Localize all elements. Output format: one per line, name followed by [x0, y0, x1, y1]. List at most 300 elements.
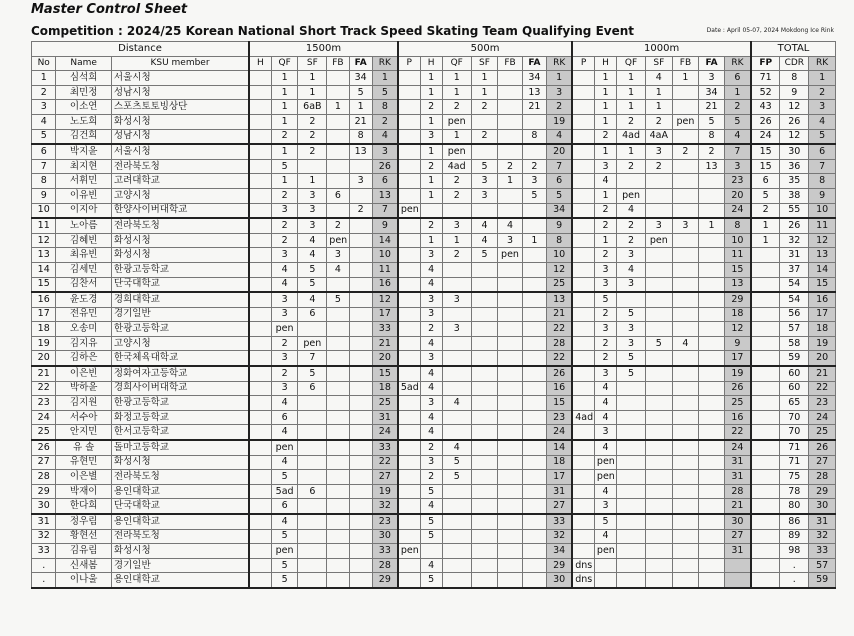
- cell-1500-qf: 1: [271, 71, 298, 86]
- cell-ksu: 단국대학교: [111, 499, 249, 514]
- cell-1000-fa: [699, 262, 725, 277]
- cell-500-sf: 1: [471, 85, 498, 100]
- cell-500-sf: 4: [471, 233, 498, 248]
- cell-1000-h: 4: [594, 484, 616, 499]
- cell-1000-sf: 4aA: [645, 129, 672, 144]
- cell-1500-fb: 4: [327, 262, 349, 277]
- cell-500-rk: 13: [547, 292, 573, 307]
- cell-1500-sf: pen: [298, 336, 327, 351]
- cell-1500-sf: [298, 455, 327, 470]
- cell-1500-fb: [327, 529, 349, 544]
- cell-500-p: [398, 292, 420, 307]
- table-row: [32, 174, 836, 189]
- cell-1000-sf: [645, 262, 672, 277]
- cell-1000-sf: [645, 410, 672, 425]
- cell-1500-rk: 16: [372, 277, 398, 292]
- cell-no: .: [32, 573, 56, 588]
- cell-1500-rk: 31: [372, 410, 398, 425]
- col-1000-fa: FA: [699, 56, 725, 71]
- cell-total-fp: 6: [751, 174, 780, 189]
- cell-1500-h: [249, 188, 271, 203]
- cell-total-cdr: .: [780, 573, 809, 588]
- cell-1000-sf: 3: [645, 144, 672, 159]
- cell-500-fb: [498, 277, 522, 292]
- cell-total-rk: 22: [809, 381, 836, 396]
- cell-500-qf: [442, 573, 471, 588]
- cell-1500-qf: 4: [271, 455, 298, 470]
- cell-500-fa: [522, 114, 546, 129]
- cell-1500-fb: 5: [327, 292, 349, 307]
- cell-500-qf: 4: [442, 396, 471, 411]
- cell-1000-p: [572, 499, 594, 514]
- cell-1000-h: pen: [594, 470, 616, 485]
- cell-no: 1: [32, 71, 56, 86]
- cell-name: 이유빈: [56, 188, 112, 203]
- cell-total-fp: [751, 248, 780, 263]
- cell-500-h: 2: [420, 322, 442, 337]
- table-row: [32, 144, 836, 159]
- cell-name: 이나울: [56, 573, 112, 588]
- cell-500-h: 4: [420, 381, 442, 396]
- cell-1500-fb: [327, 277, 349, 292]
- cell-1000-rk: 19: [724, 366, 751, 381]
- cell-1000-h: 2: [594, 336, 616, 351]
- cell-1500-sf: 5: [298, 277, 327, 292]
- cell-500-qf: [442, 262, 471, 277]
- cell-no: 15: [32, 277, 56, 292]
- cell-500-fb: [498, 573, 522, 588]
- table-row: [32, 100, 836, 115]
- cell-500-p: [398, 455, 420, 470]
- cell-500-qf: [442, 425, 471, 440]
- cell-1000-fa: [699, 322, 725, 337]
- cell-500-p: [398, 114, 420, 129]
- table-row: [32, 514, 836, 529]
- cell-500-h: 1: [420, 144, 442, 159]
- cell-1000-p: [572, 129, 594, 144]
- cell-1500-rk: 26: [372, 159, 398, 174]
- cell-500-rk: 17: [547, 470, 573, 485]
- cell-name: 이소연: [56, 100, 112, 115]
- table-row: [32, 499, 836, 514]
- cell-500-fa: [522, 499, 546, 514]
- cell-1500-rk: 22: [372, 455, 398, 470]
- cell-1500-rk: 14: [372, 233, 398, 248]
- cell-name: 노아름: [56, 218, 112, 233]
- cell-total-cdr: 71: [780, 440, 809, 455]
- table-row: [32, 322, 836, 337]
- cell-1500-sf: 2: [298, 114, 327, 129]
- cell-1000-sf: [645, 351, 672, 366]
- cell-500-qf: 3: [442, 292, 471, 307]
- cell-1500-qf: 3: [271, 203, 298, 218]
- cell-1000-fa: [699, 425, 725, 440]
- cell-500-rk: 18: [547, 455, 573, 470]
- cell-1000-qf: [617, 529, 646, 544]
- col-name: Name: [56, 56, 112, 71]
- cell-1500-qf: 3: [271, 307, 298, 322]
- cell-1000-p: [572, 322, 594, 337]
- table-row: [32, 440, 836, 455]
- cell-1500-h: [249, 455, 271, 470]
- cell-no: 11: [32, 218, 56, 233]
- table-row: [32, 455, 836, 470]
- cell-500-p: [398, 514, 420, 529]
- cell-500-sf: [471, 336, 498, 351]
- cell-1000-h: 2: [594, 307, 616, 322]
- cell-500-rk: 1: [547, 71, 573, 86]
- cell-name: 한다희: [56, 499, 112, 514]
- cell-1500-sf: [298, 544, 327, 559]
- cell-500-h: 4: [420, 425, 442, 440]
- cell-1000-fb: 3: [672, 218, 699, 233]
- cell-no: 22: [32, 381, 56, 396]
- cell-1500-rk: 11: [372, 262, 398, 277]
- cell-1500-rk: 18: [372, 381, 398, 396]
- cell-1500-qf: 5: [271, 529, 298, 544]
- cell-500-sf: 5: [471, 159, 498, 174]
- col-1000-p: P: [572, 56, 594, 71]
- cell-1000-rk: 11: [724, 248, 751, 263]
- cell-1000-fb: [672, 174, 699, 189]
- cell-1500-qf: pen: [271, 544, 298, 559]
- cell-1000-p: [572, 144, 594, 159]
- cell-1500-fb: [327, 203, 349, 218]
- cell-ksu: 경기일반: [111, 558, 249, 573]
- cell-1000-qf: 2: [617, 233, 646, 248]
- cell-500-fb: [498, 366, 522, 381]
- cell-1000-sf: [645, 573, 672, 588]
- cell-1000-qf: 2: [617, 159, 646, 174]
- cell-total-cdr: 86: [780, 514, 809, 529]
- cell-1000-h: 5: [594, 514, 616, 529]
- cell-ksu: 용인대학교: [111, 514, 249, 529]
- table-row: [32, 396, 836, 411]
- cell-1500-fa: [349, 307, 372, 322]
- cell-1500-fa: [349, 292, 372, 307]
- cell-total-fp: [751, 410, 780, 425]
- cell-1500-qf: 3: [271, 292, 298, 307]
- cell-500-qf: 2: [442, 100, 471, 115]
- col-1500-qf: QF: [271, 56, 298, 71]
- cell-no: 4: [32, 114, 56, 129]
- cell-total-rk: 30: [809, 499, 836, 514]
- cell-500-qf: [442, 351, 471, 366]
- cell-name: 박하윤: [56, 381, 112, 396]
- cell-500-qf: [442, 558, 471, 573]
- cell-total-rk: 57: [809, 558, 836, 573]
- col-1000-rk: RK: [724, 56, 751, 71]
- cell-1000-p: [572, 336, 594, 351]
- cell-500-fb: 4: [498, 218, 522, 233]
- cell-1500-fb: [327, 544, 349, 559]
- cell-1000-fb: [672, 277, 699, 292]
- cell-500-fb: [498, 307, 522, 322]
- cell-500-sf: [471, 425, 498, 440]
- cell-1000-p: [572, 470, 594, 485]
- cell-1000-sf: 5: [645, 336, 672, 351]
- cell-500-fb: [498, 129, 522, 144]
- cell-1500-sf: 1: [298, 71, 327, 86]
- cell-1500-h: [249, 71, 271, 86]
- cell-500-fa: [522, 292, 546, 307]
- cell-1500-fb: [327, 71, 349, 86]
- cell-1000-fa: [699, 336, 725, 351]
- cell-500-qf: [442, 381, 471, 396]
- cell-1000-rk: 24: [724, 203, 751, 218]
- cell-ksu: 서울시청: [111, 144, 249, 159]
- cell-1500-h: [249, 159, 271, 174]
- cell-1500-fa: [349, 351, 372, 366]
- cell-1500-h: [249, 114, 271, 129]
- cell-500-qf: 2: [442, 188, 471, 203]
- cell-1000-fa: [699, 233, 725, 248]
- cell-500-rk: 27: [547, 499, 573, 514]
- cell-1000-qf: 3: [617, 277, 646, 292]
- cell-total-cdr: 54: [780, 292, 809, 307]
- cell-1500-qf: 2: [271, 336, 298, 351]
- table-row: [32, 351, 836, 366]
- cell-500-h: 2: [420, 218, 442, 233]
- cell-500-qf: 1: [442, 129, 471, 144]
- cell-500-qf: 2: [442, 174, 471, 189]
- cell-1500-fb: 3: [327, 248, 349, 263]
- cell-1500-sf: 4: [298, 248, 327, 263]
- cell-1000-p: [572, 100, 594, 115]
- cell-500-h: 4: [420, 558, 442, 573]
- cell-ksu: 한광고등학교: [111, 322, 249, 337]
- cell-1500-rk: 29: [372, 573, 398, 588]
- cell-1000-h: pen: [594, 544, 616, 559]
- cell-ksu: 전라북도청: [111, 218, 249, 233]
- cell-500-sf: [471, 499, 498, 514]
- cell-500-p: [398, 322, 420, 337]
- cell-1500-fb: [327, 558, 349, 573]
- cell-1000-fb: [672, 455, 699, 470]
- cell-total-fp: [751, 322, 780, 337]
- cell-1000-h: 4: [594, 529, 616, 544]
- cell-name: 전유민: [56, 307, 112, 322]
- cell-total-fp: [751, 544, 780, 559]
- cell-no: 12: [32, 233, 56, 248]
- cell-1500-qf: 5: [271, 159, 298, 174]
- cell-1000-h: pen: [594, 455, 616, 470]
- cell-500-h: 3: [420, 396, 442, 411]
- cell-1500-sf: [298, 396, 327, 411]
- cell-500-sf: [471, 292, 498, 307]
- cell-1500-h: [249, 248, 271, 263]
- cell-1500-h: [249, 307, 271, 322]
- cell-1500-rk: 33: [372, 440, 398, 455]
- cell-500-fb: [498, 114, 522, 129]
- cell-1000-sf: [645, 188, 672, 203]
- cell-1000-h: 1: [594, 71, 616, 86]
- cell-1000-fa: 8: [699, 129, 725, 144]
- cell-ksu: 고양시청: [111, 188, 249, 203]
- cell-500-fa: [522, 558, 546, 573]
- cell-1000-h: [594, 558, 616, 573]
- cell-total-fp: [751, 440, 780, 455]
- table-row: [32, 573, 836, 588]
- results-table: [31, 41, 836, 589]
- cell-500-fa: [522, 470, 546, 485]
- cell-total-fp: [751, 396, 780, 411]
- col-500-fb: FB: [498, 56, 522, 71]
- cell-1000-rk: 24: [724, 440, 751, 455]
- cell-name: 정우림: [56, 514, 112, 529]
- cell-no: 16: [32, 292, 56, 307]
- cell-1500-rk: 23: [372, 514, 398, 529]
- cell-no: .: [32, 558, 56, 573]
- cell-1500-fa: 34: [349, 71, 372, 86]
- cell-total-rk: 14: [809, 262, 836, 277]
- cell-1000-h: 1: [594, 144, 616, 159]
- cell-1000-fb: [672, 410, 699, 425]
- cell-ksu: 고양시청: [111, 336, 249, 351]
- cell-500-sf: 2: [471, 129, 498, 144]
- cell-1000-fb: [672, 381, 699, 396]
- cell-total-cdr: .: [780, 558, 809, 573]
- cell-1500-qf: pen: [271, 322, 298, 337]
- cell-name: 최지현: [56, 159, 112, 174]
- cell-500-h: 4: [420, 499, 442, 514]
- cell-total-rk: 21: [809, 366, 836, 381]
- cell-ksu: 전라북도청: [111, 159, 249, 174]
- cell-1000-sf: [645, 425, 672, 440]
- cell-total-fp: 1: [751, 218, 780, 233]
- cell-1000-fb: [672, 396, 699, 411]
- cell-500-rk: 22: [547, 351, 573, 366]
- cell-1500-sf: 3: [298, 218, 327, 233]
- cell-500-fb: [498, 410, 522, 425]
- cell-1500-rk: 27: [372, 470, 398, 485]
- cell-500-p: [398, 85, 420, 100]
- cell-ksu: 성남시청: [111, 85, 249, 100]
- cell-500-rk: 23: [547, 410, 573, 425]
- cell-no: 6: [32, 144, 56, 159]
- cell-1500-fa: [349, 573, 372, 588]
- cell-1000-qf: [617, 514, 646, 529]
- cell-no: 31: [32, 514, 56, 529]
- cell-name: 김혜빈: [56, 233, 112, 248]
- cell-1500-h: [249, 514, 271, 529]
- cell-500-p: [398, 366, 420, 381]
- cell-500-rk: 21: [547, 307, 573, 322]
- cell-1500-fa: 1: [349, 100, 372, 115]
- cell-total-fp: [751, 366, 780, 381]
- cell-total-fp: [751, 425, 780, 440]
- cell-1000-h: 4: [594, 381, 616, 396]
- cell-500-fb: [498, 440, 522, 455]
- cell-total-cdr: 58: [780, 336, 809, 351]
- cell-1000-p: [572, 203, 594, 218]
- cell-1000-sf: [645, 203, 672, 218]
- cell-500-h: 1: [420, 85, 442, 100]
- cell-500-sf: [471, 203, 498, 218]
- header-500m: 500m: [398, 42, 572, 57]
- cell-1500-h: [249, 351, 271, 366]
- cell-1500-sf: 6: [298, 307, 327, 322]
- cell-1000-h: 3: [594, 262, 616, 277]
- cell-1500-rk: 28: [372, 558, 398, 573]
- cell-total-rk: 32: [809, 529, 836, 544]
- cell-name: 박지윤: [56, 144, 112, 159]
- cell-500-h: 1: [420, 233, 442, 248]
- cell-1500-sf: [298, 514, 327, 529]
- cell-500-rk: 4: [547, 129, 573, 144]
- cell-1000-h: 1: [594, 85, 616, 100]
- cell-1500-fb: [327, 514, 349, 529]
- cell-500-qf: pen: [442, 114, 471, 129]
- cell-1500-rk: 15: [372, 366, 398, 381]
- cell-500-fa: [522, 351, 546, 366]
- col-total-fp: FP: [751, 56, 780, 71]
- col-500-sf: SF: [471, 56, 498, 71]
- cell-1000-fb: [672, 499, 699, 514]
- cell-total-cdr: 8: [780, 71, 809, 86]
- cell-500-fa: 34: [522, 71, 546, 86]
- cell-1500-qf: 1: [271, 100, 298, 115]
- cell-1500-rk: 2: [372, 114, 398, 129]
- cell-1000-qf: [617, 440, 646, 455]
- cell-ksu: 고려대학교: [111, 174, 249, 189]
- cell-1000-qf: 2: [617, 218, 646, 233]
- cell-total-fp: [751, 499, 780, 514]
- cell-name: 김지유: [56, 336, 112, 351]
- cell-total-fp: 15: [751, 144, 780, 159]
- cell-500-p: [398, 159, 420, 174]
- cell-500-p: [398, 410, 420, 425]
- cell-1000-sf: [645, 529, 672, 544]
- col-1000-fb: FB: [672, 56, 699, 71]
- cell-500-qf: [442, 529, 471, 544]
- cell-500-fa: [522, 144, 546, 159]
- cell-1000-fb: [672, 322, 699, 337]
- cell-1500-qf: 2: [271, 188, 298, 203]
- cell-500-h: 5: [420, 529, 442, 544]
- cell-1500-fa: [349, 455, 372, 470]
- cell-total-cdr: 70: [780, 410, 809, 425]
- cell-1500-fa: 21: [349, 114, 372, 129]
- cell-total-cdr: 56: [780, 307, 809, 322]
- cell-total-cdr: 9: [780, 85, 809, 100]
- cell-500-p: [398, 277, 420, 292]
- cell-1000-rk: 23: [724, 174, 751, 189]
- cell-1000-p: [572, 277, 594, 292]
- cell-no: 19: [32, 336, 56, 351]
- header-1000m: 1000m: [572, 42, 751, 57]
- cell-500-fa: [522, 248, 546, 263]
- cell-500-fb: [498, 100, 522, 115]
- cell-500-sf: 1: [471, 71, 498, 86]
- cell-1000-fa: [699, 351, 725, 366]
- cell-1000-rk: 5: [724, 114, 751, 129]
- cell-1500-sf: 7: [298, 351, 327, 366]
- cell-500-fa: [522, 425, 546, 440]
- cell-total-rk: 26: [809, 440, 836, 455]
- cell-1000-qf: [617, 292, 646, 307]
- cell-500-p: 5ad: [398, 381, 420, 396]
- cell-1500-sf: 1: [298, 174, 327, 189]
- cell-1500-fb: [327, 573, 349, 588]
- col-1500-sf: SF: [298, 56, 327, 71]
- cell-total-cdr: 12: [780, 100, 809, 115]
- cell-1000-rk: 31: [724, 470, 751, 485]
- cell-no: 29: [32, 484, 56, 499]
- cell-1000-fb: [672, 484, 699, 499]
- cell-500-p: [398, 144, 420, 159]
- cell-1000-sf: [645, 307, 672, 322]
